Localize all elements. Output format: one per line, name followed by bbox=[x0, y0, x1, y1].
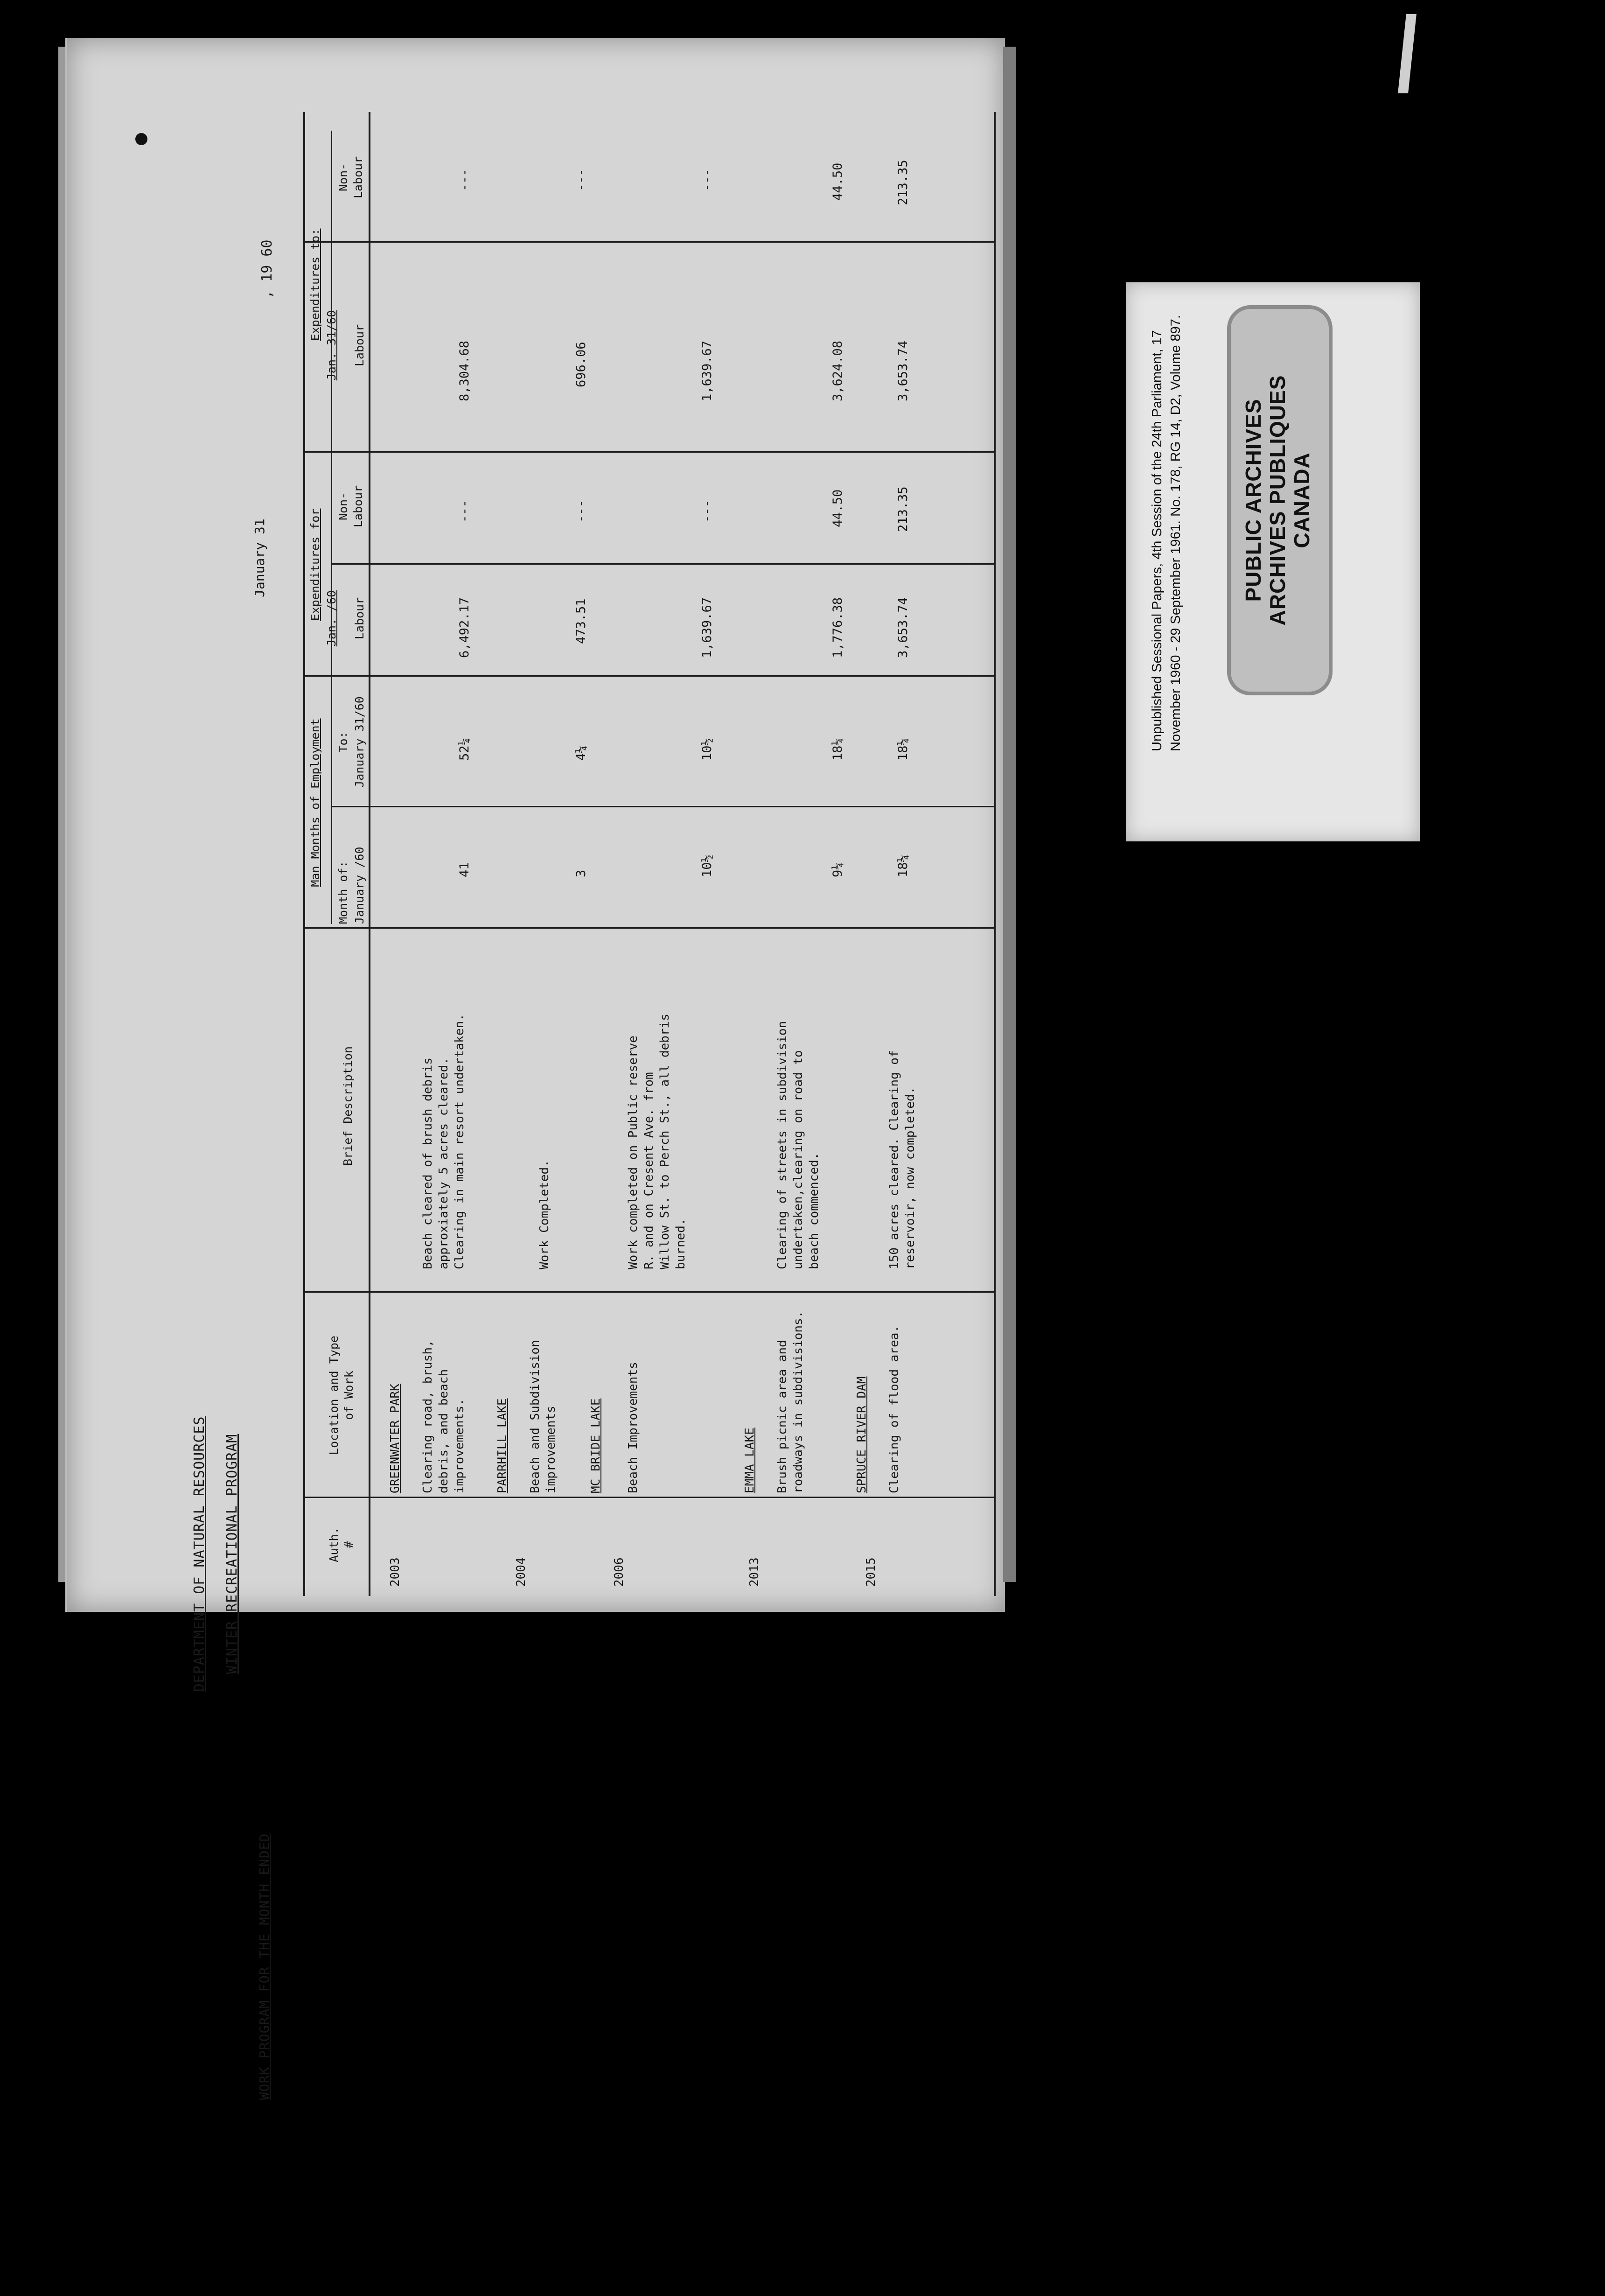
row-2015-auth: 2015 bbox=[864, 1557, 878, 1587]
row-2006-to-date: 10½ bbox=[700, 738, 714, 761]
row-2006-description: Work completed on Public reserve R. and on Cresent Ave. from Willow St. to Perch St., all debris burned. bbox=[626, 1014, 688, 1269]
man-months-header: Man Months of Employment bbox=[308, 718, 322, 887]
column-divider bbox=[303, 927, 994, 929]
archive-label-content bbox=[1148, 280, 1390, 751]
row-2013-exp-to-labour: 3,624.08 bbox=[830, 340, 845, 401]
row-2003-exp-for-labour: 6,492.17 bbox=[457, 597, 472, 658]
row-2015-to-date: 18¼ bbox=[896, 738, 910, 761]
row-2003-description: Beach cleared of brush debris approxiately 5 acres cleared. Clearing in main resort undertaken. bbox=[421, 1014, 467, 1269]
row-2013-description: Clearing of streets in subdivision undertaken,clearing on road to beach commenced. bbox=[775, 1021, 821, 1269]
row-2003-exp-for-non-labour: --- bbox=[457, 500, 472, 523]
table-bottom-rule bbox=[994, 112, 996, 1596]
row-2015-month-of: 18¼ bbox=[896, 854, 910, 877]
location-column-header: Location and Type of Work bbox=[327, 1336, 356, 1455]
row-2003-month-of: 41 bbox=[457, 862, 472, 877]
row-2006-exp-to-labour: 1,639.67 bbox=[700, 340, 714, 401]
row-2013-auth: 2013 bbox=[747, 1557, 761, 1587]
row-2004-auth: 2004 bbox=[514, 1557, 528, 1587]
row-2015-exp-to-labour: 3,653.74 bbox=[896, 340, 910, 401]
stamp-line-3: CANADA bbox=[1290, 452, 1314, 548]
department-heading: DEPARTMENT OF NATURAL RESOURCES bbox=[191, 1416, 208, 1692]
stamp-line-1: PUBLIC ARCHIVES bbox=[1241, 399, 1265, 602]
row-2003-to-date: 52¼ bbox=[457, 738, 472, 761]
column-divider bbox=[303, 451, 994, 453]
column-divider bbox=[303, 1497, 994, 1498]
film-mark bbox=[1398, 14, 1417, 93]
row-2015-exp-for-non-labour: 213.35 bbox=[896, 486, 910, 532]
description-column-header: Brief Description bbox=[341, 1046, 355, 1166]
row-2006-auth: 2006 bbox=[612, 1557, 626, 1587]
row-2013-exp-for-labour: 1,776.38 bbox=[830, 597, 845, 658]
row-2013-exp-for-non-labour: 44.50 bbox=[830, 489, 845, 527]
month-of-value: January /60 bbox=[353, 847, 366, 924]
column-divider bbox=[303, 675, 994, 677]
exp-for-non-labour-header: Non- Labour bbox=[336, 485, 365, 528]
column-divider bbox=[303, 1291, 994, 1293]
row-2015-location: SPRUCE RIVER DAM bbox=[855, 1376, 869, 1493]
row-2004-description: Work Completed. bbox=[537, 1160, 551, 1269]
row-2015-exp-for-labour: 3,653.74 bbox=[896, 597, 910, 658]
exp-to-non-labour-header: Non- Labour bbox=[336, 156, 365, 199]
exp-to-labour-header: Labour bbox=[353, 324, 366, 367]
row-2003-location: GREENWATER PARK bbox=[388, 1384, 402, 1493]
row-2003-exp-to-labour: 8,304.68 bbox=[457, 340, 472, 401]
row-2015-work-type: Clearing of flood area. bbox=[887, 1325, 901, 1493]
row-2004-month-of: 3 bbox=[574, 869, 588, 877]
row-2006-exp-to-non-labour: --- bbox=[700, 168, 714, 191]
row-2003-work-type: Clearing road, brush, debris, and beach improvements. bbox=[421, 1340, 467, 1493]
table-top-rule bbox=[303, 112, 305, 1596]
row-2015-exp-to-non-labour: 213.35 bbox=[896, 160, 910, 205]
report-year: , 19 60 bbox=[259, 239, 275, 299]
auth-column-header: Auth. # bbox=[327, 1527, 356, 1562]
column-divider bbox=[331, 806, 994, 807]
month-of-label: Month of: bbox=[336, 861, 350, 924]
row-2004-to-date: 4¼ bbox=[574, 745, 588, 761]
expenditures-to-period: Jan. 31/60 bbox=[325, 310, 338, 381]
stamp-line-2: ARCHIVES PUBLIQUES bbox=[1265, 375, 1290, 626]
column-divider bbox=[303, 241, 994, 243]
archive-caption: Unpublished Sessional Papers, 4th Session of the 24th Parliament, 17 November 1960 - 29 September 1961. No. 178, RG 14, D2, Volume 897. bbox=[1150, 315, 1183, 751]
row-2004-exp-for-labour: 473.51 bbox=[574, 598, 588, 644]
row-2013-to-date: 18¼ bbox=[830, 738, 845, 761]
row-2004-exp-to-non-labour: --- bbox=[574, 168, 588, 191]
header-bottom-rule bbox=[369, 112, 370, 1596]
row-2004-exp-to-labour: 696.06 bbox=[574, 342, 588, 387]
row-2013-month-of: 9¼ bbox=[830, 862, 845, 877]
row-2015-description: 150 acres cleared. Clearing of reservoir, now completed. bbox=[887, 1050, 917, 1269]
work-program-heading: WORK PROGRAM FOR THE MONTH ENDED bbox=[257, 1833, 272, 2100]
row-2013-exp-to-non-labour: 44.50 bbox=[830, 162, 845, 201]
row-2004-location: PARRHILL LAKE bbox=[495, 1398, 509, 1493]
row-2006-exp-for-labour: 1,639.67 bbox=[700, 597, 714, 658]
rotated-document bbox=[191, 112, 1059, 2100]
program-heading: WINTER RECREATIONAL PROGRAM bbox=[224, 1434, 240, 1674]
row-2004-exp-for-non-labour: --- bbox=[574, 500, 588, 523]
row-2006-work-type: Beach Improvements bbox=[626, 1362, 640, 1493]
expenditures-for-period: Jan. /60 bbox=[325, 590, 338, 647]
row-2006-exp-for-non-labour: --- bbox=[700, 500, 714, 523]
punch-hole bbox=[135, 133, 147, 145]
row-2013-location: EMMA LAKE bbox=[743, 1428, 757, 1493]
expenditures-to-header: Expenditures to: bbox=[308, 228, 322, 341]
column-divider bbox=[331, 563, 994, 565]
row-2006-month-of: 10½ bbox=[700, 854, 714, 877]
exp-for-labour-header: Labour bbox=[353, 597, 366, 640]
row-2003-exp-to-non-labour: --- bbox=[457, 168, 472, 191]
public-archives-stamp bbox=[1227, 305, 1333, 695]
to-label: To: bbox=[336, 731, 350, 753]
month-ended-date: January 31 bbox=[252, 518, 267, 597]
expenditures-for-header: Expenditures for bbox=[308, 508, 322, 621]
row-2006-location: MC BRIDE LAKE bbox=[589, 1398, 603, 1493]
row-2004-work-type: Beach and Subdivision improvements bbox=[528, 1340, 558, 1493]
row-2013-work-type: Brush picnic area and roadways in subdivisions. bbox=[775, 1310, 805, 1493]
row-2003-auth: 2003 bbox=[388, 1557, 402, 1587]
to-value: January 31/60 bbox=[353, 696, 366, 788]
